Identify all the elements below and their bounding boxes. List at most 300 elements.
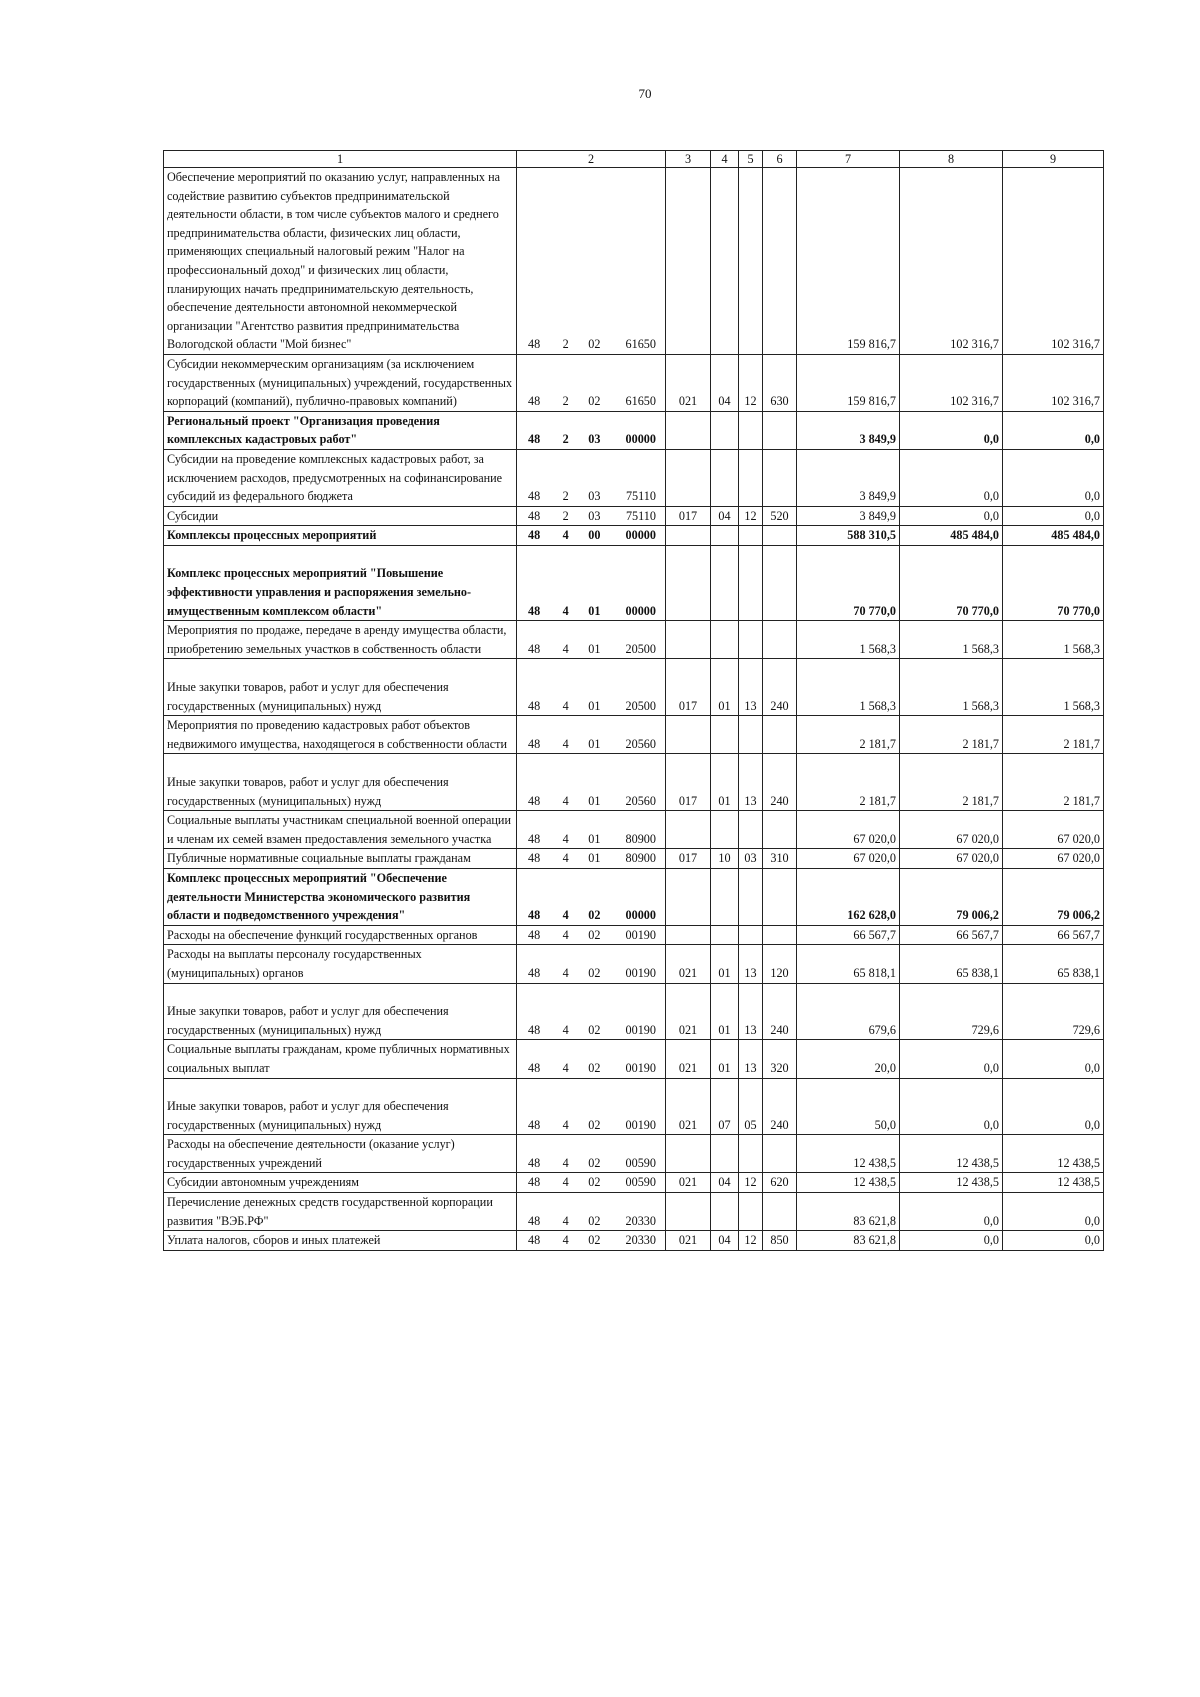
code-cell-c6 xyxy=(763,811,797,849)
row-name-text: Расходы на обеспечение деятельности (оказание услуг) государственных учреждений xyxy=(167,1137,455,1170)
code-part: 02 xyxy=(588,394,601,409)
code-parts xyxy=(520,1059,662,1078)
amount-cell-c9: 729,6 xyxy=(1003,983,1104,1040)
code-part: 48 xyxy=(528,851,541,866)
code-cell-c3 xyxy=(666,811,711,849)
code-part: 48 xyxy=(528,528,541,543)
code-cell-c4 xyxy=(711,621,739,659)
code-part: 48 xyxy=(528,641,541,656)
row-name-text: Социальные выплаты участникам специальной военной операции и членам их семей взамен предоставления земельного участка xyxy=(167,813,511,846)
code-cell-c5: 13 xyxy=(739,945,763,983)
code-parts xyxy=(520,792,662,811)
code-parts xyxy=(520,507,662,526)
table-row xyxy=(164,754,1104,811)
row-name xyxy=(164,811,517,849)
code-cell-c4 xyxy=(711,1135,739,1173)
code-part: 2 xyxy=(562,337,569,352)
code-cell-c3: 021 xyxy=(666,945,711,983)
code-cell-c6 xyxy=(763,1135,797,1173)
amount-cell-c8: 0,0 xyxy=(900,1078,1003,1135)
code-part: 48 xyxy=(528,337,541,352)
row-name-text: Уплата налогов, сборов и иных платежей xyxy=(167,1233,381,1248)
table-row xyxy=(164,868,1104,925)
classification-code xyxy=(517,449,666,506)
code-part: 02 xyxy=(588,908,601,923)
amount-cell-c8: 67 020,0 xyxy=(900,849,1003,869)
amount-cell-c7: 66 567,7 xyxy=(797,925,900,945)
amount-cell-c8: 0,0 xyxy=(900,411,1003,449)
code-cell-c4 xyxy=(711,1193,739,1231)
code-part: 00190 xyxy=(625,1060,656,1075)
amount-cell-c7: 83 621,8 xyxy=(797,1193,900,1231)
row-name xyxy=(164,849,517,869)
classification-code xyxy=(517,1078,666,1135)
code-part: 48 xyxy=(528,603,541,618)
amount-cell-c8: 1 568,3 xyxy=(900,659,1003,716)
code-part: 20500 xyxy=(625,698,656,713)
code-cell-c6: 630 xyxy=(763,354,797,411)
code-part: 01 xyxy=(588,603,601,618)
code-cell-c5 xyxy=(739,168,763,355)
code-part: 20330 xyxy=(625,1233,656,1248)
code-part: 00000 xyxy=(625,603,656,618)
code-cell-c4 xyxy=(711,411,739,449)
code-cell-c4 xyxy=(711,168,739,355)
classification-code xyxy=(517,659,666,716)
code-cell-c5 xyxy=(739,621,763,659)
amount-cell-c7: 12 438,5 xyxy=(797,1135,900,1173)
code-part: 02 xyxy=(588,965,601,980)
row-name-text: Региональный проект "Организация проведения комплексных кадастровых работ" xyxy=(167,413,440,447)
code-part: 4 xyxy=(562,528,569,543)
code-cell-c6: 240 xyxy=(763,1078,797,1135)
amount-cell-c8: 66 567,7 xyxy=(900,925,1003,945)
header-cell: 5 xyxy=(739,151,763,168)
code-cell-c3: 021 xyxy=(666,1173,711,1193)
code-cell-c4: 07 xyxy=(711,1078,739,1135)
code-part: 00590 xyxy=(625,1175,656,1190)
table-row xyxy=(164,506,1104,526)
table-row xyxy=(164,849,1104,869)
code-cell-c3 xyxy=(666,411,711,449)
code-part: 4 xyxy=(562,1022,569,1037)
code-cell-c4 xyxy=(711,811,739,849)
code-part: 4 xyxy=(562,1213,569,1228)
code-part: 48 xyxy=(528,1155,541,1170)
amount-cell-c9: 79 006,2 xyxy=(1003,868,1104,925)
code-part: 03 xyxy=(588,489,601,504)
code-cell-c4 xyxy=(711,449,739,506)
row-name xyxy=(164,506,517,526)
row-name xyxy=(164,411,517,449)
row-name-text: Субсидии некоммерческим организациям (за исключением государственных (муниципальных) учреждений, государственных корпораций (компаний), публично-правовых компаний) xyxy=(167,356,513,409)
code-cell-c4 xyxy=(711,868,739,925)
code-part: 02 xyxy=(588,1155,601,1170)
amount-cell-c7: 1 568,3 xyxy=(797,621,900,659)
amount-cell-c7: 67 020,0 xyxy=(797,811,900,849)
code-part: 00000 xyxy=(625,528,656,543)
row-name xyxy=(164,168,517,355)
amount-cell-c8: 102 316,7 xyxy=(900,168,1003,355)
code-cell-c3: 021 xyxy=(666,1231,711,1251)
amount-cell-c8: 1 568,3 xyxy=(900,621,1003,659)
code-part: 01 xyxy=(588,831,601,846)
code-part: 20560 xyxy=(625,793,656,808)
code-part: 80900 xyxy=(625,831,656,846)
table-row xyxy=(164,716,1104,754)
code-cell-c6 xyxy=(763,449,797,506)
amount-cell-c9: 102 316,7 xyxy=(1003,168,1104,355)
table-row xyxy=(164,945,1104,983)
classification-code xyxy=(517,506,666,526)
code-cell-c4 xyxy=(711,526,739,546)
code-part: 4 xyxy=(562,851,569,866)
amount-cell-c8: 2 181,7 xyxy=(900,716,1003,754)
code-cell-c3: 017 xyxy=(666,659,711,716)
code-part: 4 xyxy=(562,831,569,846)
code-cell-c4: 04 xyxy=(711,1231,739,1251)
amount-cell-c7: 3 849,9 xyxy=(797,449,900,506)
code-part: 00 xyxy=(588,528,601,543)
page-number: 70 xyxy=(638,86,652,101)
code-cell-c6 xyxy=(763,925,797,945)
classification-code xyxy=(517,621,666,659)
code-part: 48 xyxy=(528,736,541,751)
code-part: 48 xyxy=(528,1233,541,1248)
code-part: 48 xyxy=(528,489,541,504)
code-part: 4 xyxy=(562,1155,569,1170)
code-part: 4 xyxy=(562,1233,569,1248)
code-cell-c6: 240 xyxy=(763,983,797,1040)
amount-cell-c9: 0,0 xyxy=(1003,1040,1104,1078)
amount-cell-c7: 3 849,9 xyxy=(797,506,900,526)
amount-cell-c7: 50,0 xyxy=(797,1078,900,1135)
code-cell-c3: 021 xyxy=(666,983,711,1040)
code-cell-c5 xyxy=(739,716,763,754)
amount-cell-c9: 67 020,0 xyxy=(1003,811,1104,849)
classification-code xyxy=(517,1173,666,1193)
code-part: 48 xyxy=(528,965,541,980)
code-part: 20330 xyxy=(625,1213,656,1228)
code-cell-c4: 01 xyxy=(711,945,739,983)
code-part: 20560 xyxy=(625,736,656,751)
row-name-text: Комплексы процессных мероприятий xyxy=(167,528,377,543)
code-part: 01 xyxy=(588,641,601,656)
row-spacer xyxy=(167,659,513,678)
row-name-text: Социальные выплаты гражданам, кроме публичных нормативных социальных выплат xyxy=(167,1042,510,1075)
code-part: 48 xyxy=(528,432,541,447)
code-parts xyxy=(520,640,662,659)
classification-code xyxy=(517,716,666,754)
amount-cell-c9: 1 568,3 xyxy=(1003,621,1104,659)
code-cell-c4: 04 xyxy=(711,506,739,526)
amount-cell-c7: 65 818,1 xyxy=(797,945,900,983)
amount-cell-c7: 3 849,9 xyxy=(797,411,900,449)
code-cell-c6 xyxy=(763,716,797,754)
row-name xyxy=(164,621,517,659)
code-cell-c6 xyxy=(763,168,797,355)
code-part: 2 xyxy=(562,489,569,504)
amount-cell-c9: 0,0 xyxy=(1003,1193,1104,1231)
code-cell-c4: 01 xyxy=(711,754,739,811)
row-name xyxy=(164,1135,517,1173)
code-cell-c5: 13 xyxy=(739,1040,763,1078)
code-cell-c3: 021 xyxy=(666,1078,711,1135)
code-part: 00190 xyxy=(625,1022,656,1037)
classification-code xyxy=(517,1231,666,1251)
classification-code xyxy=(517,849,666,869)
code-part: 80900 xyxy=(625,851,656,866)
amount-cell-c8: 0,0 xyxy=(900,1193,1003,1231)
code-part: 00590 xyxy=(625,1155,656,1170)
table-row xyxy=(164,621,1104,659)
classification-code xyxy=(517,983,666,1040)
code-cell-c3: 021 xyxy=(666,354,711,411)
code-cell-c5: 13 xyxy=(739,754,763,811)
code-part: 01 xyxy=(588,851,601,866)
code-cell-c5 xyxy=(739,545,763,620)
code-cell-c5 xyxy=(739,811,763,849)
row-name-text: Субсидии на проведение комплексных кадастровых работ, за исключением расходов, предусмотренных на софинансирование субсидий из федерального бюджета xyxy=(167,451,503,504)
table-row xyxy=(164,526,1104,546)
code-part: 4 xyxy=(562,736,569,751)
code-part: 03 xyxy=(588,508,601,523)
amount-cell-c8: 12 438,5 xyxy=(900,1173,1003,1193)
code-part: 02 xyxy=(588,1213,601,1228)
code-part: 01 xyxy=(588,698,601,713)
code-part: 4 xyxy=(562,1175,569,1190)
row-name xyxy=(164,545,517,620)
row-name xyxy=(164,1193,517,1231)
code-cell-c3 xyxy=(666,868,711,925)
row-name xyxy=(164,925,517,945)
code-cell-c6 xyxy=(763,868,797,925)
code-cell-c6: 120 xyxy=(763,945,797,983)
row-name-text: Мероприятия по продаже, передаче в аренду имущества области, приобретению земельных участков в собственность области xyxy=(167,623,507,656)
code-cell-c6: 310 xyxy=(763,849,797,869)
amount-cell-c9: 12 438,5 xyxy=(1003,1173,1104,1193)
row-name-text: Расходы на обеспечение функций государственных органов xyxy=(167,927,478,942)
code-parts xyxy=(520,602,662,621)
code-cell-c4: 01 xyxy=(711,1040,739,1078)
code-part: 2 xyxy=(562,394,569,409)
code-cell-c6 xyxy=(763,545,797,620)
code-cell-c3 xyxy=(666,925,711,945)
code-cell-c5 xyxy=(739,526,763,546)
table-row xyxy=(164,925,1104,945)
code-cell-c3: 017 xyxy=(666,506,711,526)
header-cell: 4 xyxy=(711,151,739,168)
row-name-text: Иные закупки товаров, работ и услуг для обеспечения государственных (муниципальных) нужд xyxy=(167,680,449,713)
amount-cell-c8: 102 316,7 xyxy=(900,354,1003,411)
code-parts xyxy=(520,906,662,925)
row-name-text: Перечисление денежных средств государственной корпорации развития "ВЭБ.РФ" xyxy=(167,1195,493,1228)
code-parts xyxy=(520,1154,662,1173)
code-cell-c6: 240 xyxy=(763,659,797,716)
amount-cell-c9: 65 838,1 xyxy=(1003,945,1104,983)
code-cell-c6 xyxy=(763,411,797,449)
code-parts xyxy=(520,849,662,868)
code-part: 48 xyxy=(528,831,541,846)
amount-cell-c9: 485 484,0 xyxy=(1003,526,1104,546)
code-part: 02 xyxy=(588,1175,601,1190)
amount-cell-c7: 588 310,5 xyxy=(797,526,900,546)
table-body xyxy=(164,168,1104,1251)
row-name-text: Иные закупки товаров, работ и услуг для обеспечения государственных (муниципальных) нужд xyxy=(167,1099,449,1132)
classification-code xyxy=(517,354,666,411)
amount-cell-c8: 70 770,0 xyxy=(900,545,1003,620)
code-part: 4 xyxy=(562,1117,569,1132)
code-parts xyxy=(520,830,662,849)
amount-cell-c7: 2 181,7 xyxy=(797,716,900,754)
amount-cell-c9: 2 181,7 xyxy=(1003,716,1104,754)
code-part: 4 xyxy=(562,927,569,942)
code-part: 48 xyxy=(528,698,541,713)
amount-cell-c9: 0,0 xyxy=(1003,1078,1104,1135)
header-cell: 8 xyxy=(900,151,1003,168)
code-cell-c5: 03 xyxy=(739,849,763,869)
amount-cell-c8: 2 181,7 xyxy=(900,754,1003,811)
code-part: 00190 xyxy=(625,1117,656,1132)
row-spacer xyxy=(167,754,513,773)
row-name-text: Комплекс процессных мероприятий "Обеспечение деятельности Министерства экономического развития области и подведомственного учреждения" xyxy=(167,870,471,923)
code-part: 2 xyxy=(562,432,569,447)
table-row xyxy=(164,983,1104,1040)
code-cell-c5: 12 xyxy=(739,506,763,526)
code-part: 4 xyxy=(562,908,569,923)
row-name-text: Иные закупки товаров, работ и услуг для обеспечения государственных (муниципальных) нужд xyxy=(167,775,449,808)
code-part: 61650 xyxy=(625,337,656,352)
code-cell-c3: 017 xyxy=(666,754,711,811)
code-part: 48 xyxy=(528,908,541,923)
code-cell-c5 xyxy=(739,868,763,925)
code-parts xyxy=(520,697,662,716)
code-parts xyxy=(520,335,662,354)
code-cell-c4: 04 xyxy=(711,354,739,411)
amount-cell-c9: 70 770,0 xyxy=(1003,545,1104,620)
amount-cell-c9: 102 316,7 xyxy=(1003,354,1104,411)
code-part: 4 xyxy=(562,1060,569,1075)
code-part: 4 xyxy=(562,965,569,980)
table-row xyxy=(164,1135,1104,1173)
amount-cell-c8: 0,0 xyxy=(900,1040,1003,1078)
amount-cell-c7: 162 628,0 xyxy=(797,868,900,925)
classification-code xyxy=(517,868,666,925)
row-name xyxy=(164,1173,517,1193)
row-name xyxy=(164,983,517,1040)
amount-cell-c7: 679,6 xyxy=(797,983,900,1040)
classification-code xyxy=(517,925,666,945)
amount-cell-c9: 0,0 xyxy=(1003,449,1104,506)
code-part: 4 xyxy=(562,603,569,618)
code-cell-c6 xyxy=(763,526,797,546)
row-name xyxy=(164,449,517,506)
code-cell-c6: 850 xyxy=(763,1231,797,1251)
code-part: 00190 xyxy=(625,965,656,980)
amount-cell-c8: 485 484,0 xyxy=(900,526,1003,546)
code-cell-c5: 05 xyxy=(739,1078,763,1135)
amount-cell-c7: 12 438,5 xyxy=(797,1173,900,1193)
amount-cell-c7: 67 020,0 xyxy=(797,849,900,869)
table-row xyxy=(164,1193,1104,1231)
classification-code xyxy=(517,1135,666,1173)
code-part: 48 xyxy=(528,394,541,409)
table-row xyxy=(164,1231,1104,1251)
row-name xyxy=(164,659,517,716)
amount-cell-c7: 159 816,7 xyxy=(797,354,900,411)
code-part: 02 xyxy=(588,1022,601,1037)
row-name-text: Расходы на выплаты персоналу государственных (муниципальных) органов xyxy=(167,947,422,980)
code-parts xyxy=(520,926,662,945)
amount-cell-c9: 66 567,7 xyxy=(1003,925,1104,945)
row-name-text: Обеспечение мероприятий по оказанию услуг, направленных на содействие развитию субъектов предпринимательской деятельности области, в том числе субъектов малого и среднего предпринимательства области, физических лиц области, применяющих специальный налоговый режим "Налог на профессиональный доход" и физических лиц области, планирующих начать предпринимательскую деятельность, обеспечение деятельности автономной некоммерческой организации "Агентство развития предпринимательства Вологодской области "Мой бизнес" xyxy=(167,170,501,352)
amount-cell-c8: 0,0 xyxy=(900,506,1003,526)
classification-code xyxy=(517,168,666,355)
amount-cell-c7: 70 770,0 xyxy=(797,545,900,620)
classification-code xyxy=(517,411,666,449)
row-name xyxy=(164,354,517,411)
code-part: 02 xyxy=(588,927,601,942)
code-cell-c4 xyxy=(711,925,739,945)
code-parts xyxy=(520,526,662,545)
classification-code xyxy=(517,545,666,620)
row-name-text: Субсидии xyxy=(167,508,219,523)
code-part: 48 xyxy=(528,1022,541,1037)
code-part: 00190 xyxy=(625,927,656,942)
code-cell-c5: 13 xyxy=(739,983,763,1040)
header-cell: 7 xyxy=(797,151,900,168)
row-name xyxy=(164,526,517,546)
code-cell-c3 xyxy=(666,1135,711,1173)
code-part: 75110 xyxy=(625,508,656,523)
code-part: 4 xyxy=(562,641,569,656)
code-cell-c4: 04 xyxy=(711,1173,739,1193)
code-part: 00000 xyxy=(625,432,656,447)
amount-cell-c9: 0,0 xyxy=(1003,506,1104,526)
code-part: 03 xyxy=(588,432,601,447)
code-cell-c3 xyxy=(666,168,711,355)
amount-cell-c7: 159 816,7 xyxy=(797,168,900,355)
code-parts xyxy=(520,430,662,449)
amount-cell-c9: 2 181,7 xyxy=(1003,754,1104,811)
row-name xyxy=(164,868,517,925)
code-part: 20500 xyxy=(625,641,656,656)
code-part: 4 xyxy=(562,698,569,713)
table-row xyxy=(164,659,1104,716)
amount-cell-c9: 0,0 xyxy=(1003,1231,1104,1251)
code-cell-c3 xyxy=(666,545,711,620)
code-part: 48 xyxy=(528,1117,541,1132)
code-part: 01 xyxy=(588,736,601,751)
amount-cell-c8: 79 006,2 xyxy=(900,868,1003,925)
row-name xyxy=(164,716,517,754)
code-cell-c3 xyxy=(666,1193,711,1231)
code-cell-c3: 017 xyxy=(666,849,711,869)
code-part: 48 xyxy=(528,1060,541,1075)
classification-code xyxy=(517,1040,666,1078)
code-cell-c3 xyxy=(666,526,711,546)
row-name xyxy=(164,945,517,983)
budget-table xyxy=(163,150,1104,1251)
code-cell-c4: 01 xyxy=(711,659,739,716)
row-name xyxy=(164,754,517,811)
code-part: 00000 xyxy=(625,908,656,923)
code-part: 48 xyxy=(528,508,541,523)
header-cell: 3 xyxy=(666,151,711,168)
code-cell-c4 xyxy=(711,716,739,754)
code-cell-c5 xyxy=(739,1193,763,1231)
table-row xyxy=(164,811,1104,849)
